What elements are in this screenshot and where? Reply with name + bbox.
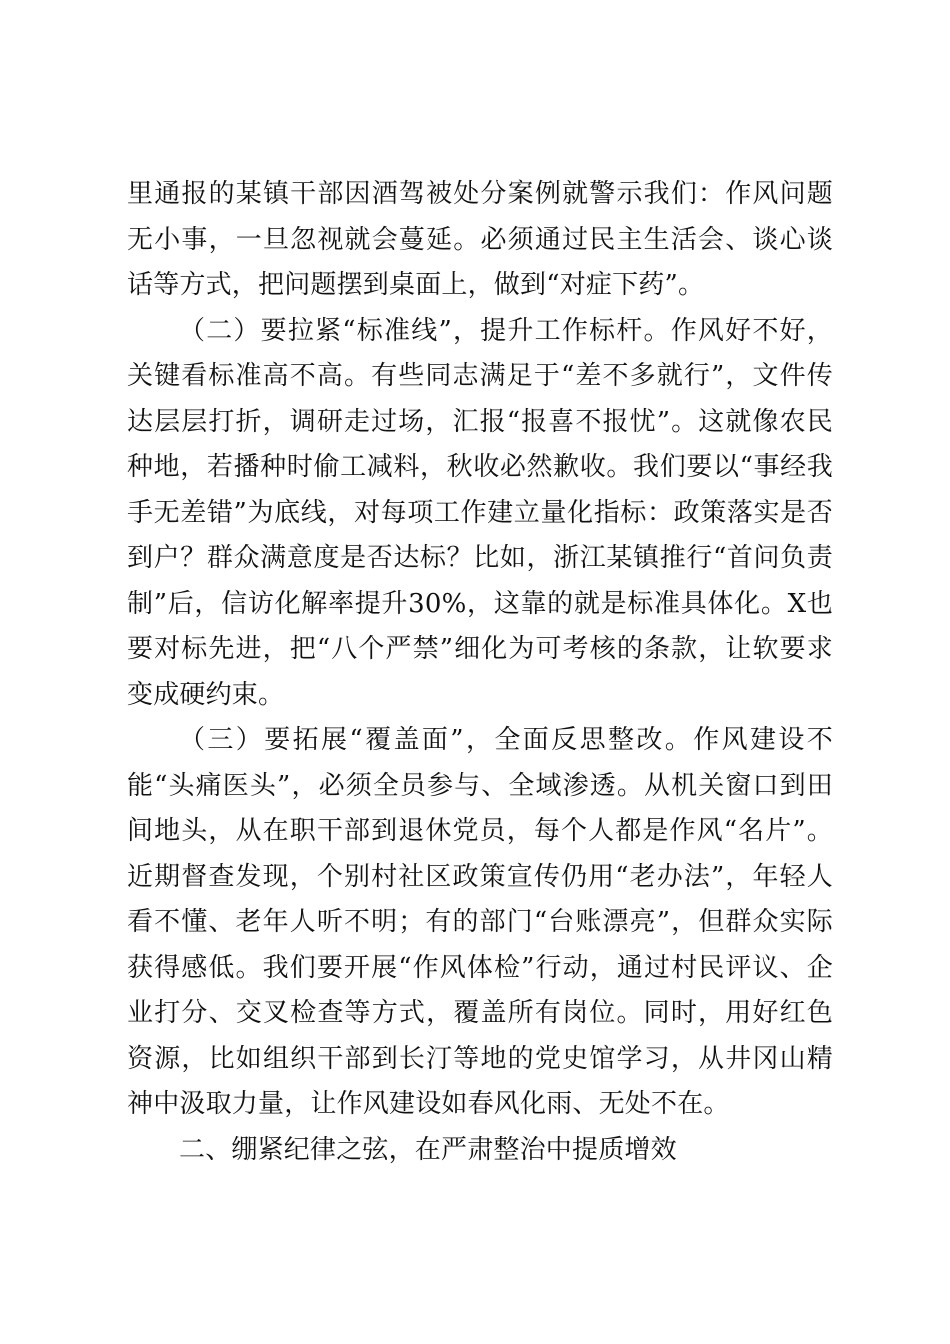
section-heading: 二、绷紧纪律之弦，在严肃整治中提质增效: [179, 1134, 677, 1165]
paragraph-coverage: （三）要拓展“覆盖面”，全面反思整改。作风建设不能“头痛医头”，必须全员参与、全域渗透。从机关窗口到田间地头，从在职干部到退休党员，每个人都是作风“名片”。近期督查发现，个别村社区政策宣传仍用“老办法”，年轻人看不懂、老年人听不明；有的部门“台账漂亮”，但群众实际获得感低。我们要开展“作风体检”行动，通过村民评议、企业打分、交叉检查等方式，覆盖所有岗位。同时，用好红色资源，比如组织干部到长汀等地的党史馆学习，从井冈山精神中汲取力量，让作风建设如春风化雨、无处不在。: [127, 725, 833, 1119]
document-body: [127, 172, 833, 1173]
paragraph-standard-line: （二）要拉紧“标准线”，提升工作标杆。作风好不好，关键看标准高不高。有些同志满足于“差不多就行”，文件传达层层打折，调研走过场，汇报“报喜不报忧”。这就像农民种地，若播种时偷工减料，秋收必然歉收。我们要以“事经我手无差错”为底线，对每项工作建立量化指标：政策落实是否到户？群众满意度是否达标？比如，浙江某镇推行“首问负责制”后，信访化解率提升30%，这靠的就是标准具体化。X也要对标先进，把“八个严禁”细化为可考核的条款，让软要求变成硬约束。: [127, 315, 833, 710]
paragraph-continued: 里通报的某镇干部因酒驾被处分案例就警示我们：作风问题无小事，一旦忽视就会蔓延。必须通过民主生活会、谈心谈话等方式，把问题摆到桌面上，做到“对症下药”。: [127, 179, 833, 300]
